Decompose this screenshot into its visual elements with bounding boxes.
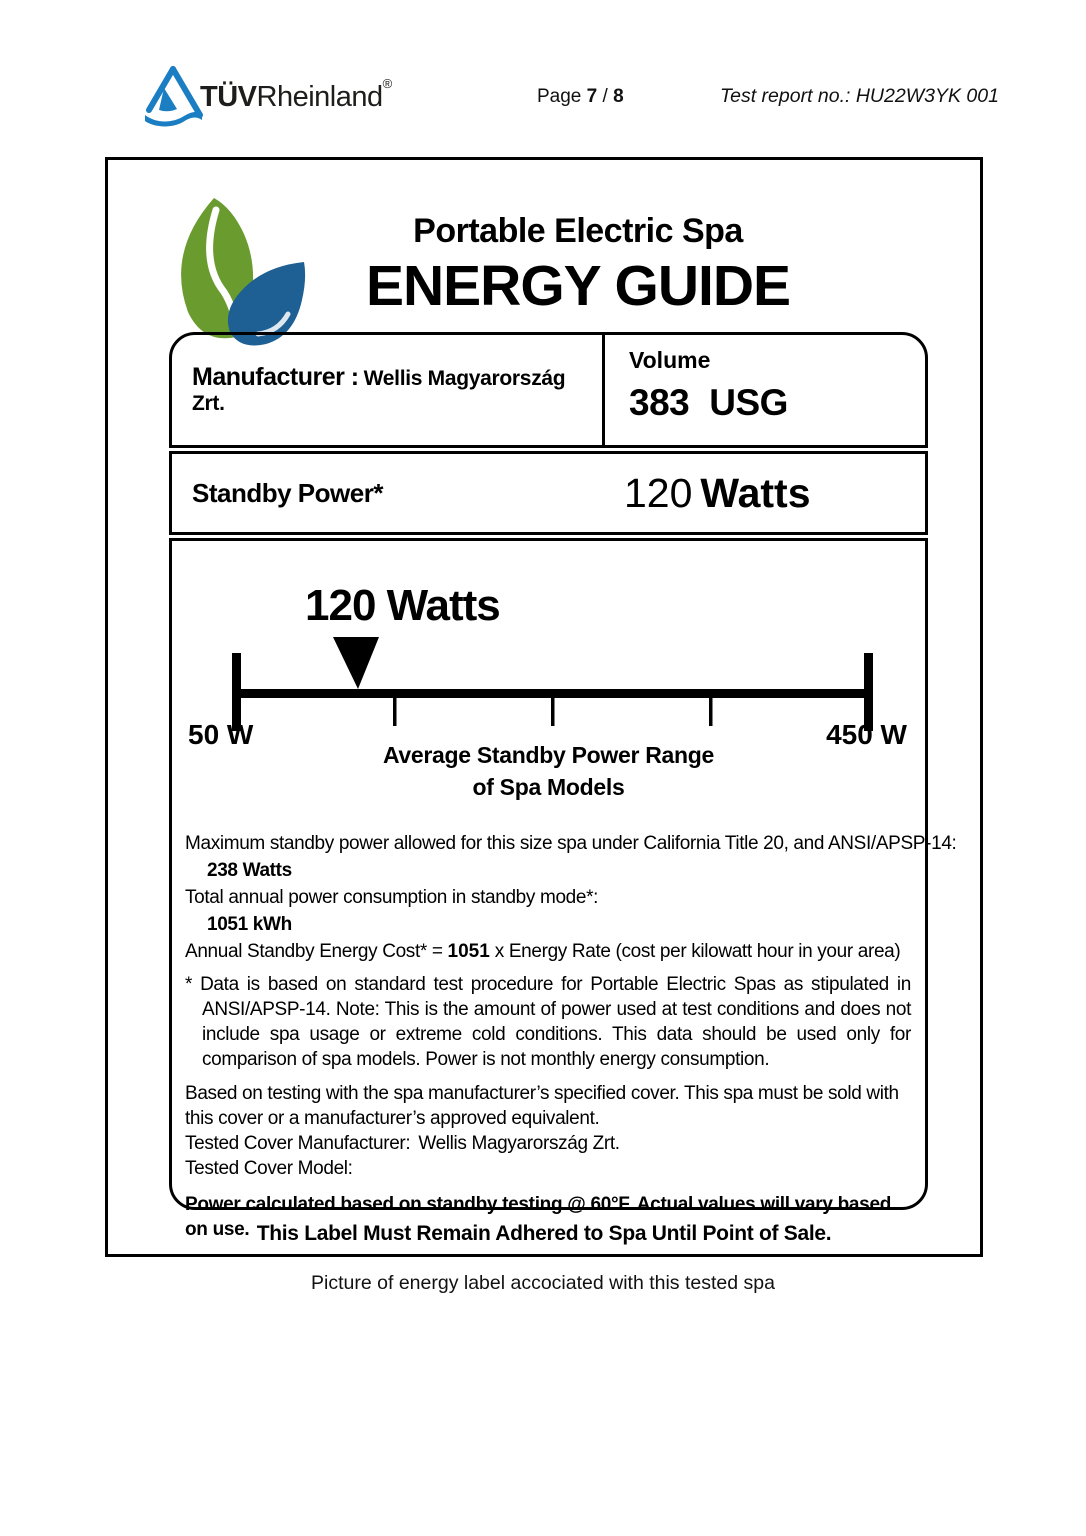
- tested-cover-manufacturer-line: [185, 1131, 911, 1156]
- scale-min-label: 50 W: [188, 719, 254, 750]
- manufacturer-value: Wellis Magyarország Zrt.: [192, 367, 566, 415]
- test-report-number: Test report no.: HU22W3YK 001: [720, 85, 999, 107]
- tested-cover-manufacturer-label: Tested Cover Manufacturer:: [185, 1133, 411, 1154]
- max-allowed-text: Maximum standby power allowed for this size spa under California Title 20, and ANSI/APSP-14:: [185, 833, 957, 854]
- manufacturer-label: Manufacturer :: [192, 363, 359, 391]
- manufacturer-cell: [172, 335, 605, 445]
- tested-cover-model-label: Tested Cover Model:: [185, 1158, 353, 1179]
- footnote-text: Data is based on standard test procedure for Portable Electric Spas as stipulated in ANSI/APSP-14. Note: This is the amount of power used at test conditions and does not include spa usage or extreme cold conditions. This data should be used only for comparison of spa models. Power is not monthly energy consumption.: [200, 974, 911, 1070]
- scale-tick: [393, 698, 397, 726]
- brand-bold: TÜV: [200, 81, 257, 113]
- page-separator: /: [602, 86, 608, 107]
- power-calculation-note: Power calculated based on standby testing @ 60°F. Actual values will vary based on use.: [185, 1194, 892, 1240]
- power-range-scale-graphic: [172, 633, 925, 753]
- volume-unit: USG: [709, 382, 788, 423]
- footnote-marker: *: [185, 974, 201, 995]
- scale-pointer-triangle: [333, 637, 379, 689]
- standby-power-unit: Watts: [700, 470, 811, 516]
- max-allowed-value: 238 Watts: [207, 860, 292, 881]
- asterisk-footnote: [185, 972, 911, 1072]
- page-indicator: [537, 86, 624, 108]
- energy-guide-masthead: [323, 212, 833, 319]
- annual-cost-line: [185, 939, 911, 964]
- tuv-rheinland-triangle-icon: [143, 66, 203, 128]
- energy-label-frame: [105, 157, 983, 1257]
- page-total: 8: [613, 86, 624, 107]
- scale-axis-caption: [172, 739, 925, 803]
- volume-cell: [605, 335, 925, 445]
- brand-regular: Rheinland: [256, 81, 383, 113]
- label-main-title: ENERGY GUIDE: [365, 254, 791, 318]
- standby-power-value-block: [624, 470, 811, 517]
- page-label: Page: [537, 86, 582, 107]
- figure-caption: Picture of energy label accociated with this tested spa: [311, 1272, 775, 1294]
- cover-requirement-text: Based on testing with the spa manufacturer’s specified cover. This spa must be sold with this cover or a manufacturer’s approved equivalent.: [185, 1083, 899, 1129]
- volume-value: 383: [629, 382, 690, 423]
- leaf-and-water-drop-logo: [164, 194, 314, 349]
- scale-tick: [709, 698, 713, 726]
- annual-consumption-value: 1051 kWh: [207, 914, 292, 935]
- volume-label: Volume: [629, 347, 711, 373]
- scale-bar: [236, 689, 868, 698]
- scale-axis-caption-line2: of Spa Models: [472, 774, 625, 800]
- annual-cost-suffix: x Energy Rate (cost per kilowatt hour in your area): [489, 941, 901, 962]
- scale-max-label: 450 W: [826, 719, 907, 750]
- standby-power-scale: [172, 541, 925, 831]
- volume-value-line: [629, 382, 925, 424]
- standby-power-row: [169, 451, 928, 535]
- tested-cover-manufacturer-value: Wellis Magyarország Zrt.: [418, 1133, 620, 1154]
- annual-consumption-text: Total annual power consumption in standby mode*:: [185, 887, 599, 908]
- scale-tick: [551, 698, 555, 726]
- manufacturer-volume-row: [169, 332, 928, 448]
- adhere-note: This Label Must Remain Adhered to Spa Until Point of Sale.: [256, 1222, 832, 1245]
- annual-cost-value: 1051: [447, 941, 490, 962]
- annual-cost-prefix: Annual Standby Energy Cost* =: [185, 941, 448, 962]
- tested-cover-model-line: [185, 1156, 911, 1181]
- scale-pointer-label: 120 Watts: [305, 581, 500, 630]
- registered-mark: ®: [382, 76, 392, 91]
- standby-power-value: 120: [624, 470, 693, 516]
- standby-power-label: Standby Power*: [192, 478, 383, 508]
- details-text-block: [172, 831, 957, 1242]
- label-title: Portable Electric Spa: [413, 212, 743, 250]
- brand-wordmark: [200, 76, 392, 114]
- scale-axis-caption-line1: Average Standby Power Range: [382, 742, 715, 768]
- page-current: 7: [586, 86, 598, 107]
